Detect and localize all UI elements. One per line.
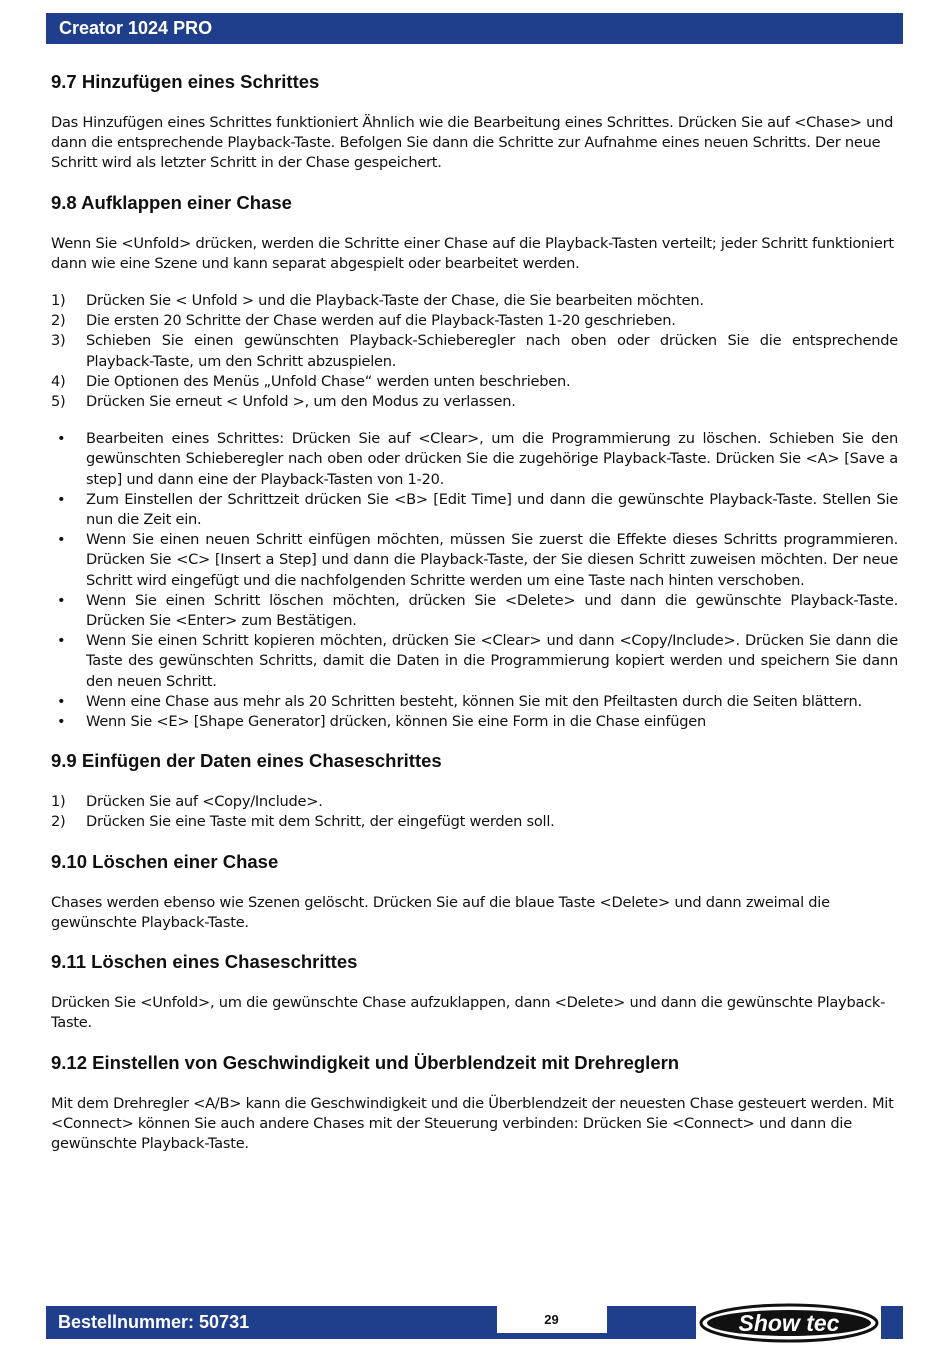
page-content	[51, 70, 898, 1171]
section-9-12	[51, 1051, 898, 1155]
bullet-icon: •	[57, 713, 66, 731]
bullet-icon: •	[57, 591, 66, 609]
step-number: 2)	[51, 312, 66, 330]
list-item	[51, 372, 898, 392]
bullet-icon: •	[57, 692, 66, 710]
section-9-9	[51, 749, 898, 832]
section-heading: 9.9 Einfügen der Daten eines Chaseschrittes	[51, 750, 442, 772]
list-item	[51, 291, 898, 311]
footer-bar-end	[881, 1306, 903, 1339]
list-item	[51, 812, 898, 832]
bullet-text: Zum Einstellen der Schrittzeit drücken Sie <B> [Edit Time] und dann die gewünschte Playback-Taste. Stellen Sie nun die Zeit ein.	[86, 490, 898, 529]
list-item	[51, 311, 898, 331]
section-paragraph: Mit dem Drehregler <A/B> kann die Geschwindigkeit und die Überblendzeit der neuesten Chase gesteuert werden. Mit <Connect> können Sie auch andere Chases mit der Steuerung verbinden: Drücken Sie <Connect> und dann die gewünschte Playback-Taste.	[51, 1094, 894, 1152]
section-heading: 9.12 Einstellen von Geschwindigkeit und Überblendzeit mit Drehreglern	[51, 1051, 680, 1073]
list-item	[51, 392, 898, 412]
list-item	[51, 490, 898, 530]
step-text: Die Optionen des Menüs „Unfold Chase“ werden unten beschrieben.	[86, 372, 571, 390]
bullet-icon: •	[57, 632, 66, 650]
section-paragraph: Das Hinzufügen eines Schrittes funktioniert Ähnlich wie die Bearbeitung eines Schrittes. Drücken Sie auf <Chase> und dann die entsprechende Playback-Taste. Befolgen Sie dann die Schritte zur Aufnahme eines neuen Schritts. Der neue Schritt wird als letzter Schritt in der Chase gespeichert.	[51, 114, 894, 172]
step-text: Drücken Sie < Unfold > und die Playback-Taste der Chase, die Sie bearbeiten möchten.	[86, 292, 704, 310]
section-9-8	[51, 191, 898, 733]
header-bar	[46, 13, 903, 44]
bullet-icon: •	[57, 531, 66, 549]
bullet-text: Bearbeiten eines Schrittes: Drücken Sie auf <Clear>, um die Programmierung zu löschen. Schieben Sie den gewünschten Schieberegler nach oben oder drücken Sie die zugehörige Playback-Taste. Drücken Sie <A> [Save a step] und dann eine der Playback-Tasten von 1-20.	[86, 430, 898, 488]
list-item	[51, 331, 898, 371]
footer-order-number	[46, 1306, 407, 1339]
step-number: 2)	[51, 813, 66, 831]
step-text: Schieben Sie einen gewünschten Playback-Schieberegler nach oben oder drücken Sie die entsprechende Playback-Taste, um den Schritt abzuspielen.	[86, 332, 898, 370]
document-title: Creator 1024 PRO	[59, 18, 213, 38]
list-item	[51, 792, 898, 812]
list-item	[51, 591, 898, 631]
section-9-10	[51, 850, 898, 933]
numbered-steps	[51, 792, 898, 832]
bullet-list	[51, 429, 898, 732]
order-number-text: Bestellnummer: 50731	[58, 1312, 250, 1332]
step-number: 3)	[51, 332, 66, 350]
list-item	[51, 429, 898, 490]
list-item	[51, 692, 898, 712]
step-number: 5)	[51, 393, 66, 411]
step-text: Die ersten 20 Schritte der Chase werden auf die Playback-Tasten 1-20 geschrieben.	[86, 312, 676, 330]
bullet-text: Wenn eine Chase aus mehr als 20 Schritten besteht, können Sie mit den Pfeiltasten durch die Seiten blättern.	[86, 692, 862, 710]
numbered-steps	[51, 291, 898, 412]
footer-bar	[407, 1306, 696, 1339]
list-item	[51, 631, 898, 692]
showtec-logo-icon	[698, 1302, 880, 1344]
bullet-text: Wenn Sie einen Schritt kopieren möchten, drücken Sie <Clear> und dann <Copy/Include>. Drücken Sie dann die Taste des gewünschten Schritts, damit die Daten in die Programmierung kopiert werden und speichern Sie dann den neuen Schritt.	[86, 632, 898, 690]
step-number: 1)	[51, 793, 66, 811]
bullet-text: Wenn Sie <E> [Shape Generator] drücken, können Sie eine Form in die Chase einfügen	[86, 713, 706, 731]
section-paragraph: Drücken Sie <Unfold>, um die gewünschte Chase aufzuklappen, dann <Delete> und dann die gewünschte Playback-Taste.	[51, 994, 886, 1032]
bullet-icon: •	[57, 490, 66, 508]
step-text: Drücken Sie erneut < Unfold >, um den Modus zu verlassen.	[86, 393, 516, 411]
step-text: Drücken Sie auf <Copy/Include>.	[86, 793, 323, 811]
logo-text: Show tec	[738, 1310, 840, 1336]
section-paragraph: Wenn Sie <Unfold> drücken, werden die Schritte einer Chase auf die Playback-Tasten verteilt; jeder Schritt funktioniert dann wie eine Szene und kann separat abgespielt oder bearbeitet werden.	[51, 234, 894, 272]
section-heading: 9.11 Löschen eines Chaseschrittes	[51, 951, 358, 973]
section-heading: 9.10 Löschen einer Chase	[51, 850, 279, 872]
list-item	[51, 530, 898, 591]
step-number: 4)	[51, 372, 66, 390]
page-number: 29	[497, 1306, 607, 1333]
section-paragraph: Chases werden ebenso wie Szenen gelöscht. Drücken Sie auf die blaue Taste <Delete> und dann zweimal die gewünschte Playback-Taste.	[51, 893, 830, 931]
step-text: Drücken Sie eine Taste mit dem Schritt, der eingefügt werden soll.	[86, 813, 555, 831]
section-9-11	[51, 950, 898, 1033]
bullet-text: Wenn Sie einen Schritt löschen möchten, drücken Sie <Delete> und dann die gewünschte Playback-Taste. Drücken Sie <Enter> zum Bestätigen.	[86, 591, 898, 630]
bullet-text: Wenn Sie einen neuen Schritt einfügen möchten, müssen Sie zuerst die Effekte dieses Schritts programmieren. Drücken Sie <C> [Insert a Step] und dann die Playback-Taste, der Sie diesen Schritt zuweisen möchten. Der neue Schritt wird eingefügt und die nachfolgenden Schritte werden um eine Taste nach hinten verschoben.	[86, 531, 898, 589]
list-item	[51, 712, 898, 732]
section-9-7	[51, 70, 898, 174]
section-heading: 9.7 Hinzufügen eines Schrittes	[51, 71, 320, 92]
bullet-icon: •	[57, 430, 66, 448]
section-heading: 9.8 Aufklappen einer Chase	[51, 191, 292, 213]
step-number: 1)	[51, 292, 66, 310]
